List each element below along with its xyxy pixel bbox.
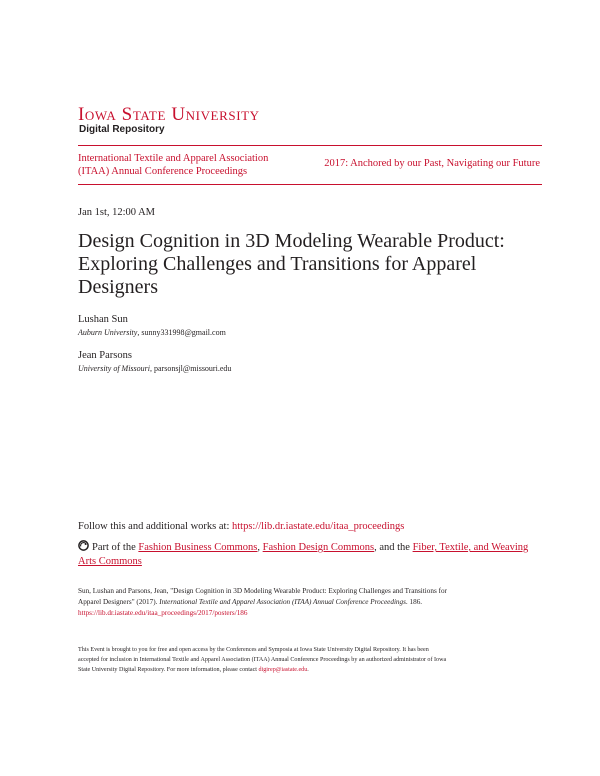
affiliation-text: Auburn University [78,328,138,337]
citation-journal: International Textile and Apparel Association (ITAA) Annual Conference Proceedings [159,598,406,606]
volume-link[interactable]: 2017: Anchored by our Past, Navigating our Future [324,158,540,169]
notice-text: State University Digital Repository. For more information, please contact [78,667,259,673]
event-date: Jan 1st, 12:00 AM [78,207,156,218]
series-link-line2[interactable]: (ITAA) Annual Conference Proceedings [78,166,248,177]
commons-link-fashion-business[interactable]: Fashion Business Commons [138,542,258,553]
citation-part: . 186. [405,598,423,606]
partof-prefix: Part of the [92,542,139,553]
author-affiliation [78,328,226,337]
part-of-line [78,540,538,569]
partof-separator: , [257,542,263,553]
divider-top [78,145,542,146]
open-access-icon [78,540,89,551]
repository-name: Digital Repository [79,124,165,135]
partof-separator: , and the [374,542,413,553]
series-link[interactable] [78,152,308,178]
author-email: , sunny331998@gmail.com [137,328,226,337]
follow-link[interactable]: https://lib.dr.iastate.edu/itaa_proceedings [232,521,405,532]
follow-text: Follow this and additional works at: [78,521,232,532]
divider-bottom [78,184,542,185]
author-affiliation [78,364,231,373]
repository-notice [78,645,538,675]
citation-part: Apparel Designers" (2017). [78,598,160,606]
notice-line1: This Event is brought to you for free and open access by the Conferences and Symposia at Iowa State University Digital Repository. It has been [78,647,429,653]
affiliation-text: University of Missouri [78,364,150,373]
notice-text: . [307,667,309,673]
citation-line1: Sun, Lushan and Parsons, Jean, "Design Cognition in 3D Modeling Wearable Product: Exploring Challenges and Transitions for [78,587,447,595]
follow-line [78,521,404,532]
paper-title: Design Cognition in 3D Modeling Wearable Product: Exploring Challenges and Transitions for Apparel Designers [78,230,505,298]
commons-link-fiber-textile[interactable]: Fiber, Textile, and Weaving Arts Commons [78,542,529,567]
citation-line2 [78,597,538,608]
series-link-line1[interactable]: International Textile and Apparel Association [78,153,269,164]
author-name: Lushan Sun [78,314,128,325]
notice-line2: accepted for inclusion in International Textile and Apparel Association (ITAA) Annual Conference Proceedings by an authorized administrator of Iowa [78,657,447,663]
citation-block [78,586,538,619]
commons-link-fashion-design[interactable]: Fashion Design Commons [262,542,375,553]
contact-email-link[interactable]: digirep@iastate.edu [258,667,308,673]
citation-link[interactable]: https://lib.dr.iastate.edu/itaa_proceedings/2017/posters/186 [78,609,248,617]
notice-line3 [78,665,538,675]
university-logo: Iowa State University [78,104,260,125]
author-email: , parsonsjl@missouri.edu [150,364,232,373]
author-name: Jean Parsons [78,350,132,361]
